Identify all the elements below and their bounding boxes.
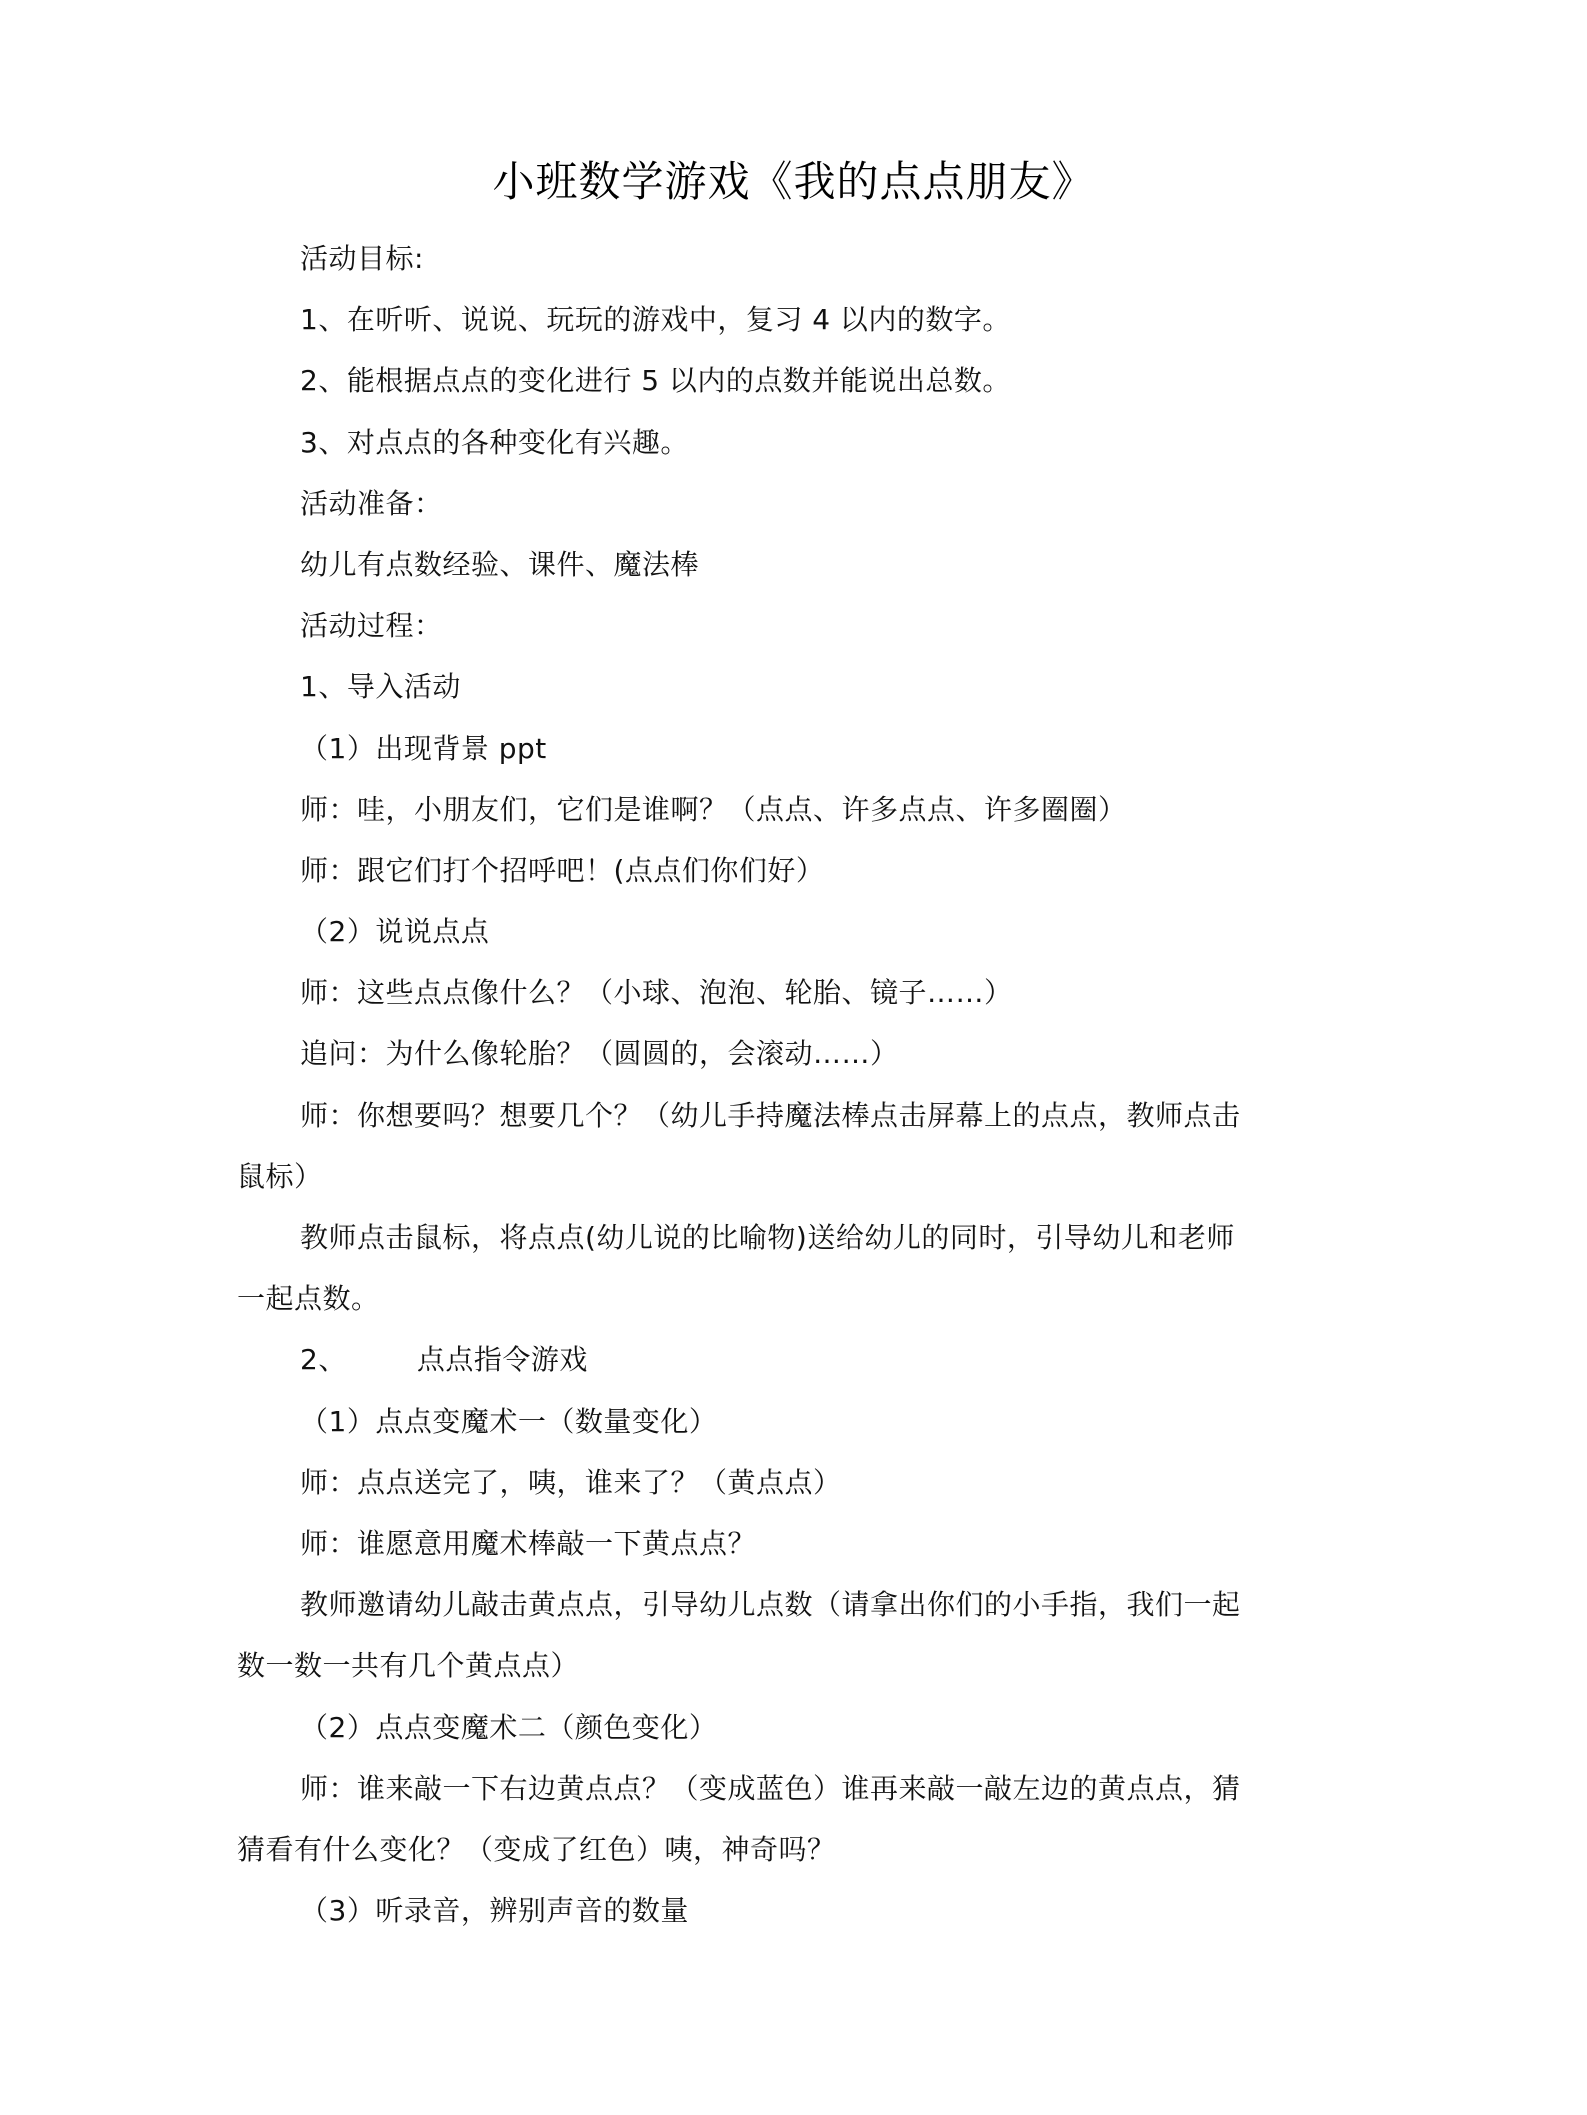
- goal-item-1: 1、在听听、说说、玩玩的游戏中，复习 4 以内的数字。: [300, 303, 1011, 337]
- paragraph: 师：谁来敲一下右边黄点点？（变成蓝色）谁再来敲一敲左边的黄点点，猜: [300, 1771, 1241, 1805]
- step-number: 2、: [300, 1343, 347, 1377]
- substep-2-3: （3）听录音，辨别声音的数量: [300, 1894, 689, 1928]
- section-heading-preparation: 活动准备：: [300, 486, 443, 520]
- preparation-text: 幼儿有点数经验、课件、魔法棒: [300, 547, 700, 581]
- document-body: [237, 228, 1327, 1941]
- step-title: 点点指令游戏: [416, 1343, 588, 1377]
- paragraph-continuation: 数一数一共有几个黄点点）: [237, 1649, 580, 1683]
- paragraph-continuation: 一起点数。: [237, 1282, 380, 1316]
- step-heading-1: 1、导入活动: [300, 670, 461, 704]
- paragraph: 师：这些点点像什么？（小球、泡泡、轮胎、镜子……）: [300, 976, 1013, 1010]
- step-heading-2: [237, 1329, 1327, 1390]
- paragraph-continuation: 鼠标）: [237, 1159, 323, 1193]
- paragraph: 师：点点送完了，咦，谁来了？（黄点点）: [300, 1465, 842, 1499]
- goal-item-2: 2、能根据点点的变化进行 5 以内的点数并能说出总数。: [300, 364, 1011, 398]
- section-heading-process: 活动过程：: [300, 609, 443, 643]
- goal-item-3: 3、对点点的各种变化有兴趣。: [300, 425, 689, 459]
- paragraph: 教师邀请幼儿敲击黄点点，引导幼儿点数（请拿出你们的小手指，我们一起: [300, 1588, 1241, 1622]
- paragraph: 师：跟它们打个招呼吧！(点点们你们好）: [300, 853, 825, 887]
- paragraph: 教师点击鼠标，将点点(幼儿说的比喻物)送给幼儿的同时，引导幼儿和老师: [300, 1221, 1235, 1254]
- page-title: 小班数学游戏《我的点点朋友》: [492, 157, 1095, 206]
- paragraph: 追问：为什么像轮胎？（圆圆的，会滚动……）: [300, 1037, 899, 1071]
- section-heading-goals: 活动目标:: [300, 242, 424, 275]
- substep-1-1: （1）出现背景 ppt: [300, 731, 547, 765]
- paragraph: 师：哇，小朋友们，它们是谁啊？（点点、许多点点、许多圈圈）: [300, 792, 1127, 826]
- substep-2-1: （1）点点变魔术一（数量变化）: [300, 1404, 718, 1438]
- paragraph: 师：谁愿意用魔术棒敲一下黄点点？: [300, 1526, 757, 1560]
- paragraph: 师：你想要吗？想要几个？（幼儿手持魔法棒点击屏幕上的点点，教师点击: [300, 1098, 1241, 1132]
- paragraph-continuation: 猜看有什么变化？（变成了红色）咦，神奇吗？: [237, 1832, 836, 1866]
- substep-2-2: （2）点点变魔术二（颜色变化）: [300, 1710, 718, 1744]
- substep-1-2: （2）说说点点: [300, 915, 490, 949]
